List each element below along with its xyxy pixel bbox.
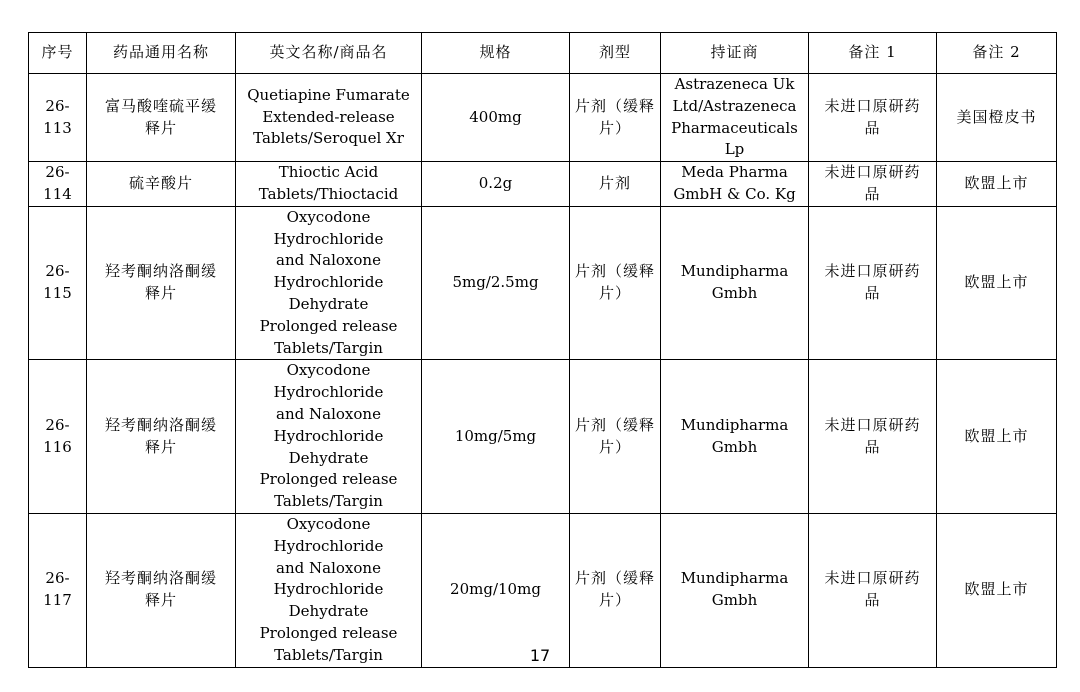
cell-line: Hydrochloride Dehydrate [273, 273, 384, 313]
cell-dosage-form [570, 513, 661, 667]
cell-serial: 26-113 [29, 74, 87, 162]
cell-line: Tablets/Targin [274, 645, 383, 664]
cell-line: and Naloxone [276, 251, 381, 270]
cell-remark-2: 美国橙皮书 [937, 74, 1057, 162]
cell-line: 羟考酮纳洛酮缓 [104, 415, 217, 434]
cell-line: Oxycodone [286, 207, 371, 226]
cell-line: Hydrochloride [273, 229, 384, 248]
cell-remark-2: 欧盟上市 [937, 513, 1057, 667]
cell-specification: 400mg [422, 74, 570, 162]
table-row [29, 74, 1057, 162]
cell-specification: 5mg/2.5mg [422, 206, 570, 360]
cell-serial: 26-114 [29, 162, 87, 207]
cell-generic-name [87, 360, 236, 514]
cell-english-name [236, 162, 422, 207]
cell-remark-1 [809, 74, 937, 162]
cell-line: 释片 [144, 591, 177, 610]
cell-line: Mundipharma [680, 415, 789, 434]
cell-generic-name [87, 162, 236, 207]
cell-line: Gmbh [711, 284, 758, 303]
cell-line: 片） [598, 591, 631, 610]
cell-license-holder [661, 162, 809, 207]
table-row [29, 206, 1057, 360]
cell-line: 品 [864, 118, 881, 137]
cell-english-name [236, 360, 422, 514]
table-row [29, 513, 1057, 667]
header-row [29, 33, 1057, 74]
cell-line: Gmbh [711, 437, 758, 456]
cell-line: Meda Pharma [681, 163, 788, 182]
cell-line: Astrazeneca Uk [674, 75, 795, 93]
cell-line: Extended-release [262, 107, 395, 126]
cell-line: 品 [864, 284, 881, 303]
cell-specification: 20mg/10mg [422, 513, 570, 667]
cell-generic-name [87, 74, 236, 162]
cell-specification: 0.2g [422, 162, 570, 207]
cell-line: 品 [864, 437, 881, 456]
cell-dosage-form [570, 360, 661, 514]
cell-line: Ltd/Astrazeneca [672, 96, 797, 115]
cell-line: Hydrochloride Dehydrate [273, 580, 384, 621]
cell-license-holder [661, 206, 809, 360]
cell-line: 片剂（缓释 [574, 569, 655, 588]
cell-dosage-form [570, 74, 661, 162]
cell-line: 未进口原研药 [824, 415, 921, 434]
cell-serial: 26-116 [29, 360, 87, 514]
cell-line: 释片 [144, 284, 177, 303]
cell-line: 羟考酮纳洛酮缓 [104, 569, 217, 588]
cell-line: Pharmaceuticals [671, 118, 798, 137]
cell-line: 片） [598, 118, 631, 137]
cell-line: 片剂 [598, 174, 631, 193]
cell-line: 富马酸喹硫平缓 [104, 96, 217, 115]
cell-line: 未进口原研药 [824, 262, 921, 281]
cell-generic-name [87, 206, 236, 360]
cell-line: Tablets/Thioctacid [258, 184, 399, 203]
cell-line: Prolonged release [259, 623, 398, 642]
cell-generic-name [87, 513, 236, 667]
cell-line: Quetiapine Fumarate [247, 85, 410, 104]
table-row [29, 360, 1057, 514]
cell-line: Prolonged release [259, 316, 398, 335]
cell-line: and Naloxone [276, 404, 381, 423]
cell-line: 片剂（缓释 [574, 415, 655, 434]
table-body [29, 74, 1057, 668]
cell-remark-1 [809, 162, 937, 207]
cell-serial: 26-117 [29, 513, 87, 667]
header-cell: 序号 [29, 33, 87, 74]
cell-dosage-form [570, 206, 661, 360]
cell-line: 硫辛酸片 [128, 174, 193, 193]
cell-line: Tablets/Targin [274, 492, 383, 511]
cell-english-name [236, 74, 422, 162]
header-cell: 药品通用名称 [87, 33, 236, 74]
cell-line: 未进口原研药 [824, 163, 921, 182]
cell-remark-1 [809, 206, 937, 360]
cell-line: Prolonged release [259, 470, 398, 489]
cell-line: Hydrochloride [273, 536, 384, 555]
cell-english-name [236, 513, 422, 667]
cell-line: 未进口原研药 [824, 569, 921, 588]
drug-table [28, 32, 1057, 668]
cell-license-holder [661, 360, 809, 514]
header-cell: 剂型 [570, 33, 661, 74]
cell-line: Tablets/Targin [274, 338, 383, 357]
cell-line: 品 [864, 591, 881, 610]
cell-serial: 26-115 [29, 206, 87, 360]
cell-line: Oxycodone [286, 361, 371, 380]
cell-line: and Naloxone [276, 558, 381, 577]
cell-line: Oxycodone [286, 514, 371, 533]
cell-line: Thioctic Acid [278, 163, 379, 182]
cell-remark-1 [809, 513, 937, 667]
cell-line: 片） [598, 284, 631, 303]
cell-line: 品 [864, 184, 881, 203]
cell-line: Hydrochloride [273, 383, 384, 402]
cell-remark-1 [809, 360, 937, 514]
header-cell: 英文名称/商品名 [236, 33, 422, 74]
cell-line: 片） [598, 437, 631, 456]
cell-line: Tablets/Seroquel Xr [253, 129, 404, 148]
cell-line: Lp [724, 140, 745, 159]
cell-line: 片剂（缓释 [574, 262, 655, 281]
cell-dosage-form [570, 162, 661, 207]
cell-english-name [236, 206, 422, 360]
cell-line: 未进口原研药 [824, 96, 921, 115]
table-row [29, 162, 1057, 207]
cell-remark-2: 欧盟上市 [937, 360, 1057, 514]
cell-line: Gmbh [711, 591, 758, 610]
header-cell: 规格 [422, 33, 570, 74]
cell-remark-2: 欧盟上市 [937, 162, 1057, 207]
cell-license-holder [661, 74, 809, 162]
cell-line: Hydrochloride Dehydrate [273, 426, 384, 467]
cell-specification: 10mg/5mg [422, 360, 570, 514]
page-number: 17 [529, 646, 551, 665]
cell-license-holder [661, 513, 809, 667]
cell-line: 释片 [144, 437, 177, 456]
cell-line: Mundipharma [680, 262, 789, 281]
header-cell: 持证商 [661, 33, 809, 74]
cell-line: 释片 [144, 118, 177, 137]
cell-line: Mundipharma [680, 569, 789, 588]
header-cell: 备注 2 [937, 33, 1057, 74]
cell-remark-2: 欧盟上市 [937, 206, 1057, 360]
cell-line: GmbH & Co. Kg [673, 184, 796, 203]
cell-line: 羟考酮纳洛酮缓 [104, 262, 217, 281]
cell-line: 片剂（缓释 [574, 96, 655, 115]
header-cell: 备注 1 [809, 33, 937, 74]
